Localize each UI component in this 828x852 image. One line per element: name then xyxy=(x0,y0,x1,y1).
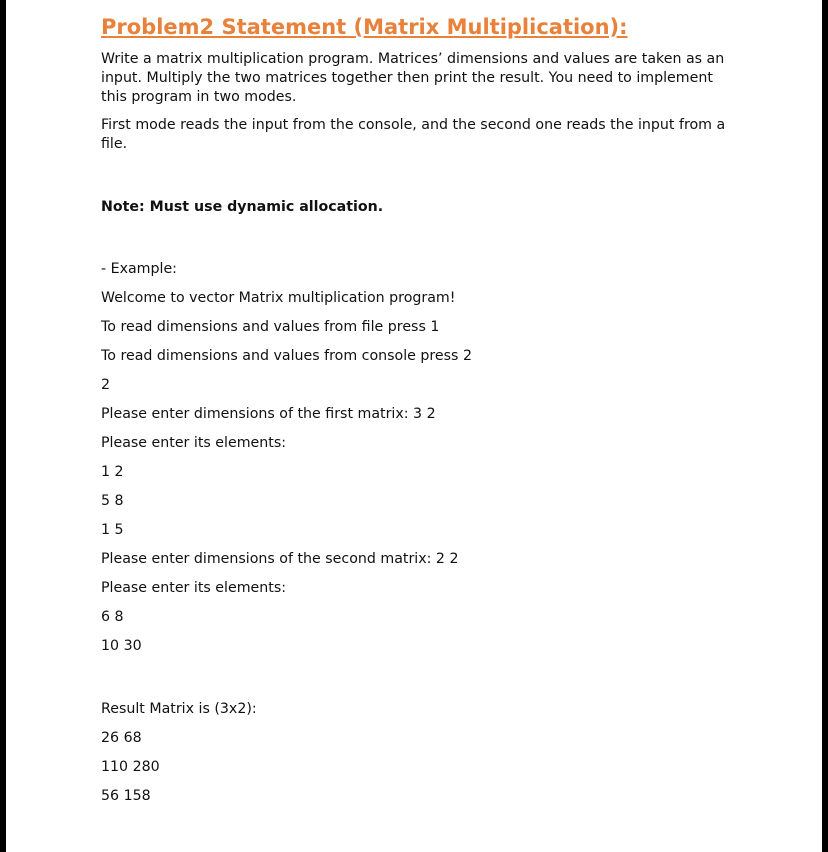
dynamic-allocation-note: Note: Must use dynamic allocation. xyxy=(101,199,384,215)
example-line: 1 5 xyxy=(101,522,124,538)
result-row: 56 158 xyxy=(101,788,151,804)
example-line: To read dimensions and values from console press 2 xyxy=(101,348,472,364)
example-line: Please enter dimensions of the first matrix: 3 2 xyxy=(101,406,436,422)
example-line: Please enter its elements: xyxy=(101,435,286,451)
result-row: 26 68 xyxy=(101,730,142,746)
example-line: Please enter its elements: xyxy=(101,580,286,596)
example-line: 1 2 xyxy=(101,464,124,480)
document-page xyxy=(6,0,822,852)
example-line: 6 8 xyxy=(101,609,124,625)
example-line: 5 8 xyxy=(101,493,124,509)
document-content xyxy=(101,10,741,816)
example-line: Please enter dimensions of the second matrix: 2 2 xyxy=(101,551,459,567)
example-block xyxy=(101,260,741,666)
result-heading: Result Matrix is (3x2): xyxy=(101,701,257,717)
result-row: 110 280 xyxy=(101,759,160,775)
problem-description: Write a matrix multiplication program. Matrices’ dimensions and values are taken as an input. Multiply the two matrices together then print the result. You need to implement this program in two modes. xyxy=(101,51,725,105)
example-line: 2 xyxy=(101,377,111,393)
modes-description: First mode reads the input from the console, and the second one reads the input from a file. xyxy=(101,117,726,152)
example-line: Welcome to vector Matrix multiplication program! xyxy=(101,290,456,306)
result-block xyxy=(101,700,741,816)
problem-title: Problem2 Statement (Matrix Multiplication): xyxy=(101,15,628,39)
example-line: To read dimensions and values from file press 1 xyxy=(101,319,440,335)
example-line: 10 30 xyxy=(101,638,142,654)
example-label: - Example: xyxy=(101,261,177,277)
